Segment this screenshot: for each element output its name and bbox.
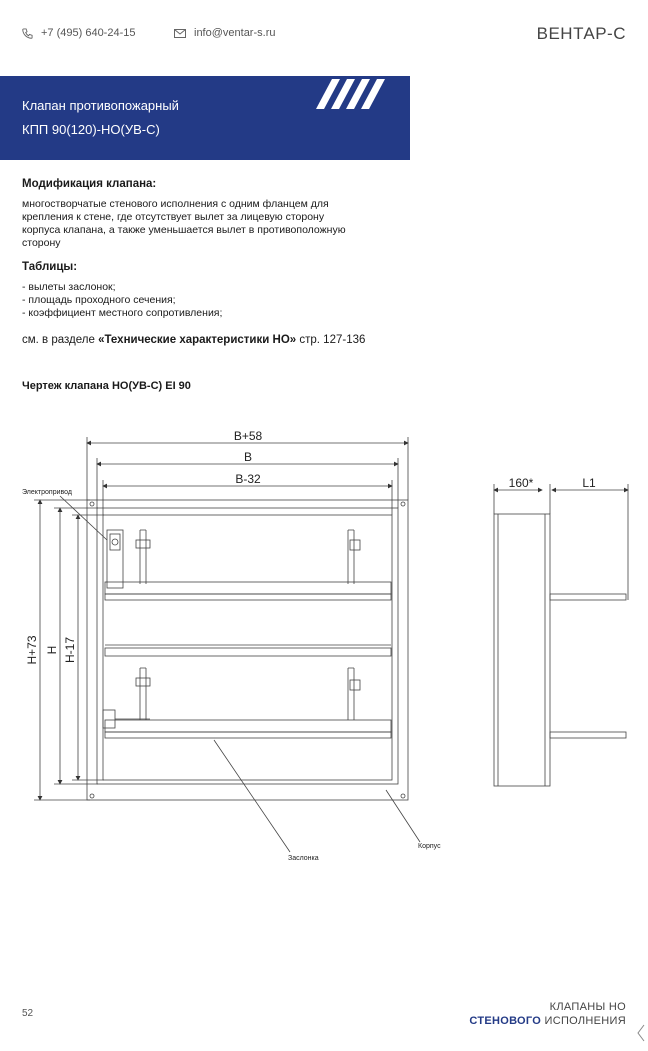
reference-link[interactable]: «Технические характеристики НО» (98, 334, 297, 346)
drawing-title: Чертеж клапана НО(УВ-С) EI 90 (22, 380, 191, 392)
footer-line2-bold: СТЕНОВОГО (469, 1015, 542, 1027)
footer-line2 (469, 1014, 626, 1028)
brand-logo-text: ВЕНТАР-С (536, 24, 626, 43)
dim-l1: L1 (582, 476, 596, 490)
label-body: Корпус (418, 843, 441, 850)
phone-text: +7 (495) 640-24-15 (41, 27, 136, 39)
modification-line: многостворчатые стенового исполнения с одним фланцем для (22, 198, 329, 210)
dim-h-minus-17: H-17 (63, 636, 77, 664)
reference-pages: стр. 127-136 (299, 334, 366, 346)
email-text: info@ventar-s.ru (194, 27, 276, 39)
footer-line1: КЛАПАНЫ НО (549, 1001, 626, 1013)
page-number: 52 (22, 1008, 34, 1019)
label-damper: Заслонка (288, 855, 319, 862)
footer-section (469, 1000, 626, 1028)
list-item: - коэффициент местного сопротивления; (22, 307, 223, 319)
dim-b-minus-32: B-32 (235, 472, 261, 486)
modification-line: сторону (22, 237, 61, 249)
banner-title-line1: Клапан противопожарный (22, 98, 179, 113)
dim-h-plus-73: H+73 (25, 635, 39, 665)
chevron-left-icon (636, 1024, 646, 1042)
dim-160: 160* (508, 476, 534, 490)
dim-b: B (243, 450, 253, 464)
banner-title-line2: КПП 90(120)-НО(УВ-С) (22, 122, 160, 137)
modification-title: Модификация клапана: (22, 178, 157, 190)
modification-line: крепления к стене, где отсутствует вылет за лицевую сторону (22, 211, 325, 223)
footer-line2-rest: ИСПОЛНЕНИЯ (544, 1015, 626, 1027)
modification-line: корпуса клапана, а также уменьшается вылет в противоположную (22, 224, 346, 236)
dim-b-plus-58: B+58 (233, 429, 263, 443)
list-item: - площадь проходного сечения; (22, 294, 176, 306)
tables-title: Таблицы: (22, 261, 78, 273)
label-actuator: Электропривод (22, 489, 72, 496)
reference-prefix: см. в разделе (22, 334, 95, 346)
dim-h: H (45, 645, 59, 655)
list-item: - вылеты заслонок; (22, 281, 116, 293)
